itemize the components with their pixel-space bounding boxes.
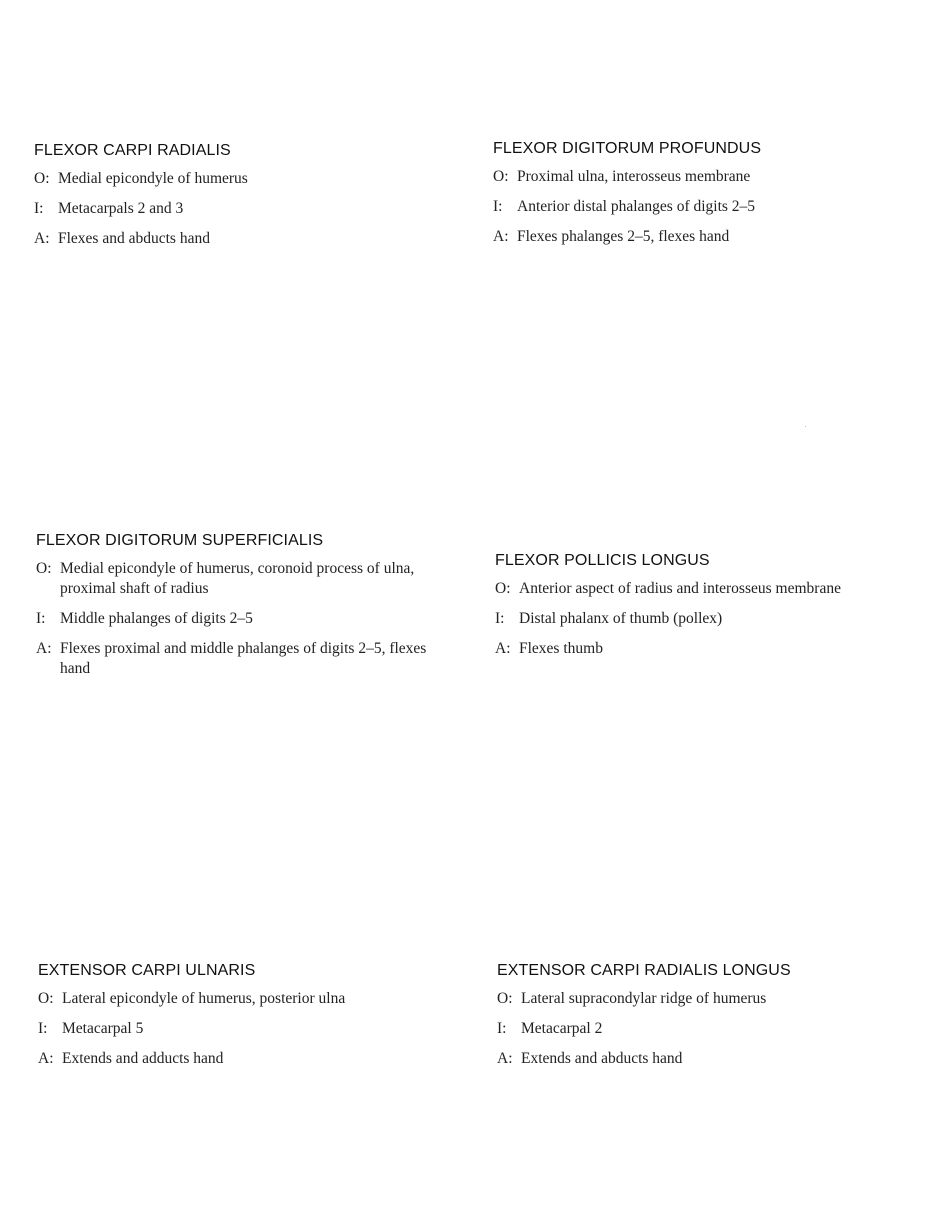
action-row	[34, 229, 474, 249]
insertion-label: I:	[36, 610, 46, 627]
insertion-text: Anterior distal phalanges of digits 2–5	[517, 198, 756, 215]
muscle-card-flexor-carpi-radialis	[34, 142, 474, 259]
muscle-card-extensor-carpi-radialis-longus	[497, 962, 937, 1079]
origin-row	[34, 169, 474, 189]
action-text: Flexes proximal and middle phalanges of digits 2–5, flexes hand	[60, 640, 427, 677]
action-text: Extends and adducts hand	[62, 1050, 224, 1067]
action-text: Flexes thumb	[519, 640, 603, 657]
origin-text: Lateral epicondyle of humerus, posterior ulna	[62, 990, 346, 1007]
origin-label: O:	[34, 170, 50, 187]
insertion-row	[34, 199, 474, 219]
origin-row	[36, 559, 436, 599]
insertion-row	[497, 1019, 937, 1039]
muscle-card-extensor-carpi-ulnaris	[38, 962, 478, 1079]
action-row	[497, 1049, 937, 1069]
action-row	[495, 639, 935, 659]
insertion-text: Metacarpal 2	[521, 1020, 603, 1037]
origin-label: O:	[497, 990, 513, 1007]
insertion-text: Middle phalanges of digits 2–5	[60, 610, 253, 627]
origin-label: O:	[493, 168, 509, 185]
origin-text: Medial epicondyle of humerus, coronoid process of ulna, proximal shaft of radius	[60, 560, 415, 597]
action-label: A:	[34, 230, 50, 247]
insertion-row	[495, 609, 935, 629]
action-label: A:	[497, 1050, 513, 1067]
scan-speck	[805, 426, 806, 427]
insertion-label: I:	[38, 1020, 48, 1037]
insertion-row	[36, 609, 436, 629]
action-row	[493, 227, 933, 247]
insertion-label: I:	[34, 200, 44, 217]
muscle-title: EXTENSOR CARPI ULNARIS	[38, 962, 256, 979]
muscle-title: FLEXOR POLLICIS LONGUS	[495, 552, 710, 569]
action-label: A:	[493, 228, 509, 245]
insertion-label: I:	[495, 610, 505, 627]
origin-text: Medial epicondyle of humerus	[58, 170, 248, 187]
insertion-label: I:	[497, 1020, 507, 1037]
muscle-card-flexor-digitorum-profundus	[493, 140, 933, 257]
origin-row	[493, 167, 933, 187]
muscle-title: FLEXOR DIGITORUM SUPERFICIALIS	[36, 532, 324, 549]
insertion-text: Metacarpal 5	[62, 1020, 144, 1037]
origin-label: O:	[36, 560, 52, 577]
muscle-title: FLEXOR CARPI RADIALIS	[34, 142, 231, 159]
origin-row	[495, 579, 935, 599]
origin-row	[497, 989, 937, 1009]
action-row	[38, 1049, 478, 1069]
action-row	[36, 639, 436, 679]
origin-text: Proximal ulna, interosseus membrane	[517, 168, 751, 185]
action-label: A:	[38, 1050, 54, 1067]
action-label: A:	[495, 640, 511, 657]
insertion-text: Metacarpals 2 and 3	[58, 200, 184, 217]
insertion-text: Distal phalanx of thumb (pollex)	[519, 610, 723, 627]
action-text: Extends and abducts hand	[521, 1050, 683, 1067]
insertion-row	[38, 1019, 478, 1039]
action-label: A:	[36, 640, 52, 657]
muscle-card-flexor-pollicis-longus	[495, 552, 935, 669]
insertion-label: I:	[493, 198, 503, 215]
action-text: Flexes phalanges 2–5, flexes hand	[517, 228, 730, 245]
origin-row	[38, 989, 478, 1009]
insertion-row	[493, 197, 933, 217]
muscle-card-flexor-digitorum-superficialis	[36, 532, 436, 689]
muscle-title: FLEXOR DIGITORUM PROFUNDUS	[493, 140, 762, 157]
origin-label: O:	[38, 990, 54, 1007]
origin-label: O:	[495, 580, 511, 597]
origin-text: Anterior aspect of radius and interosseus membrane	[519, 580, 841, 597]
muscle-title: EXTENSOR CARPI RADIALIS LONGUS	[497, 962, 791, 979]
origin-text: Lateral supracondylar ridge of humerus	[521, 990, 767, 1007]
action-text: Flexes and abducts hand	[58, 230, 210, 247]
